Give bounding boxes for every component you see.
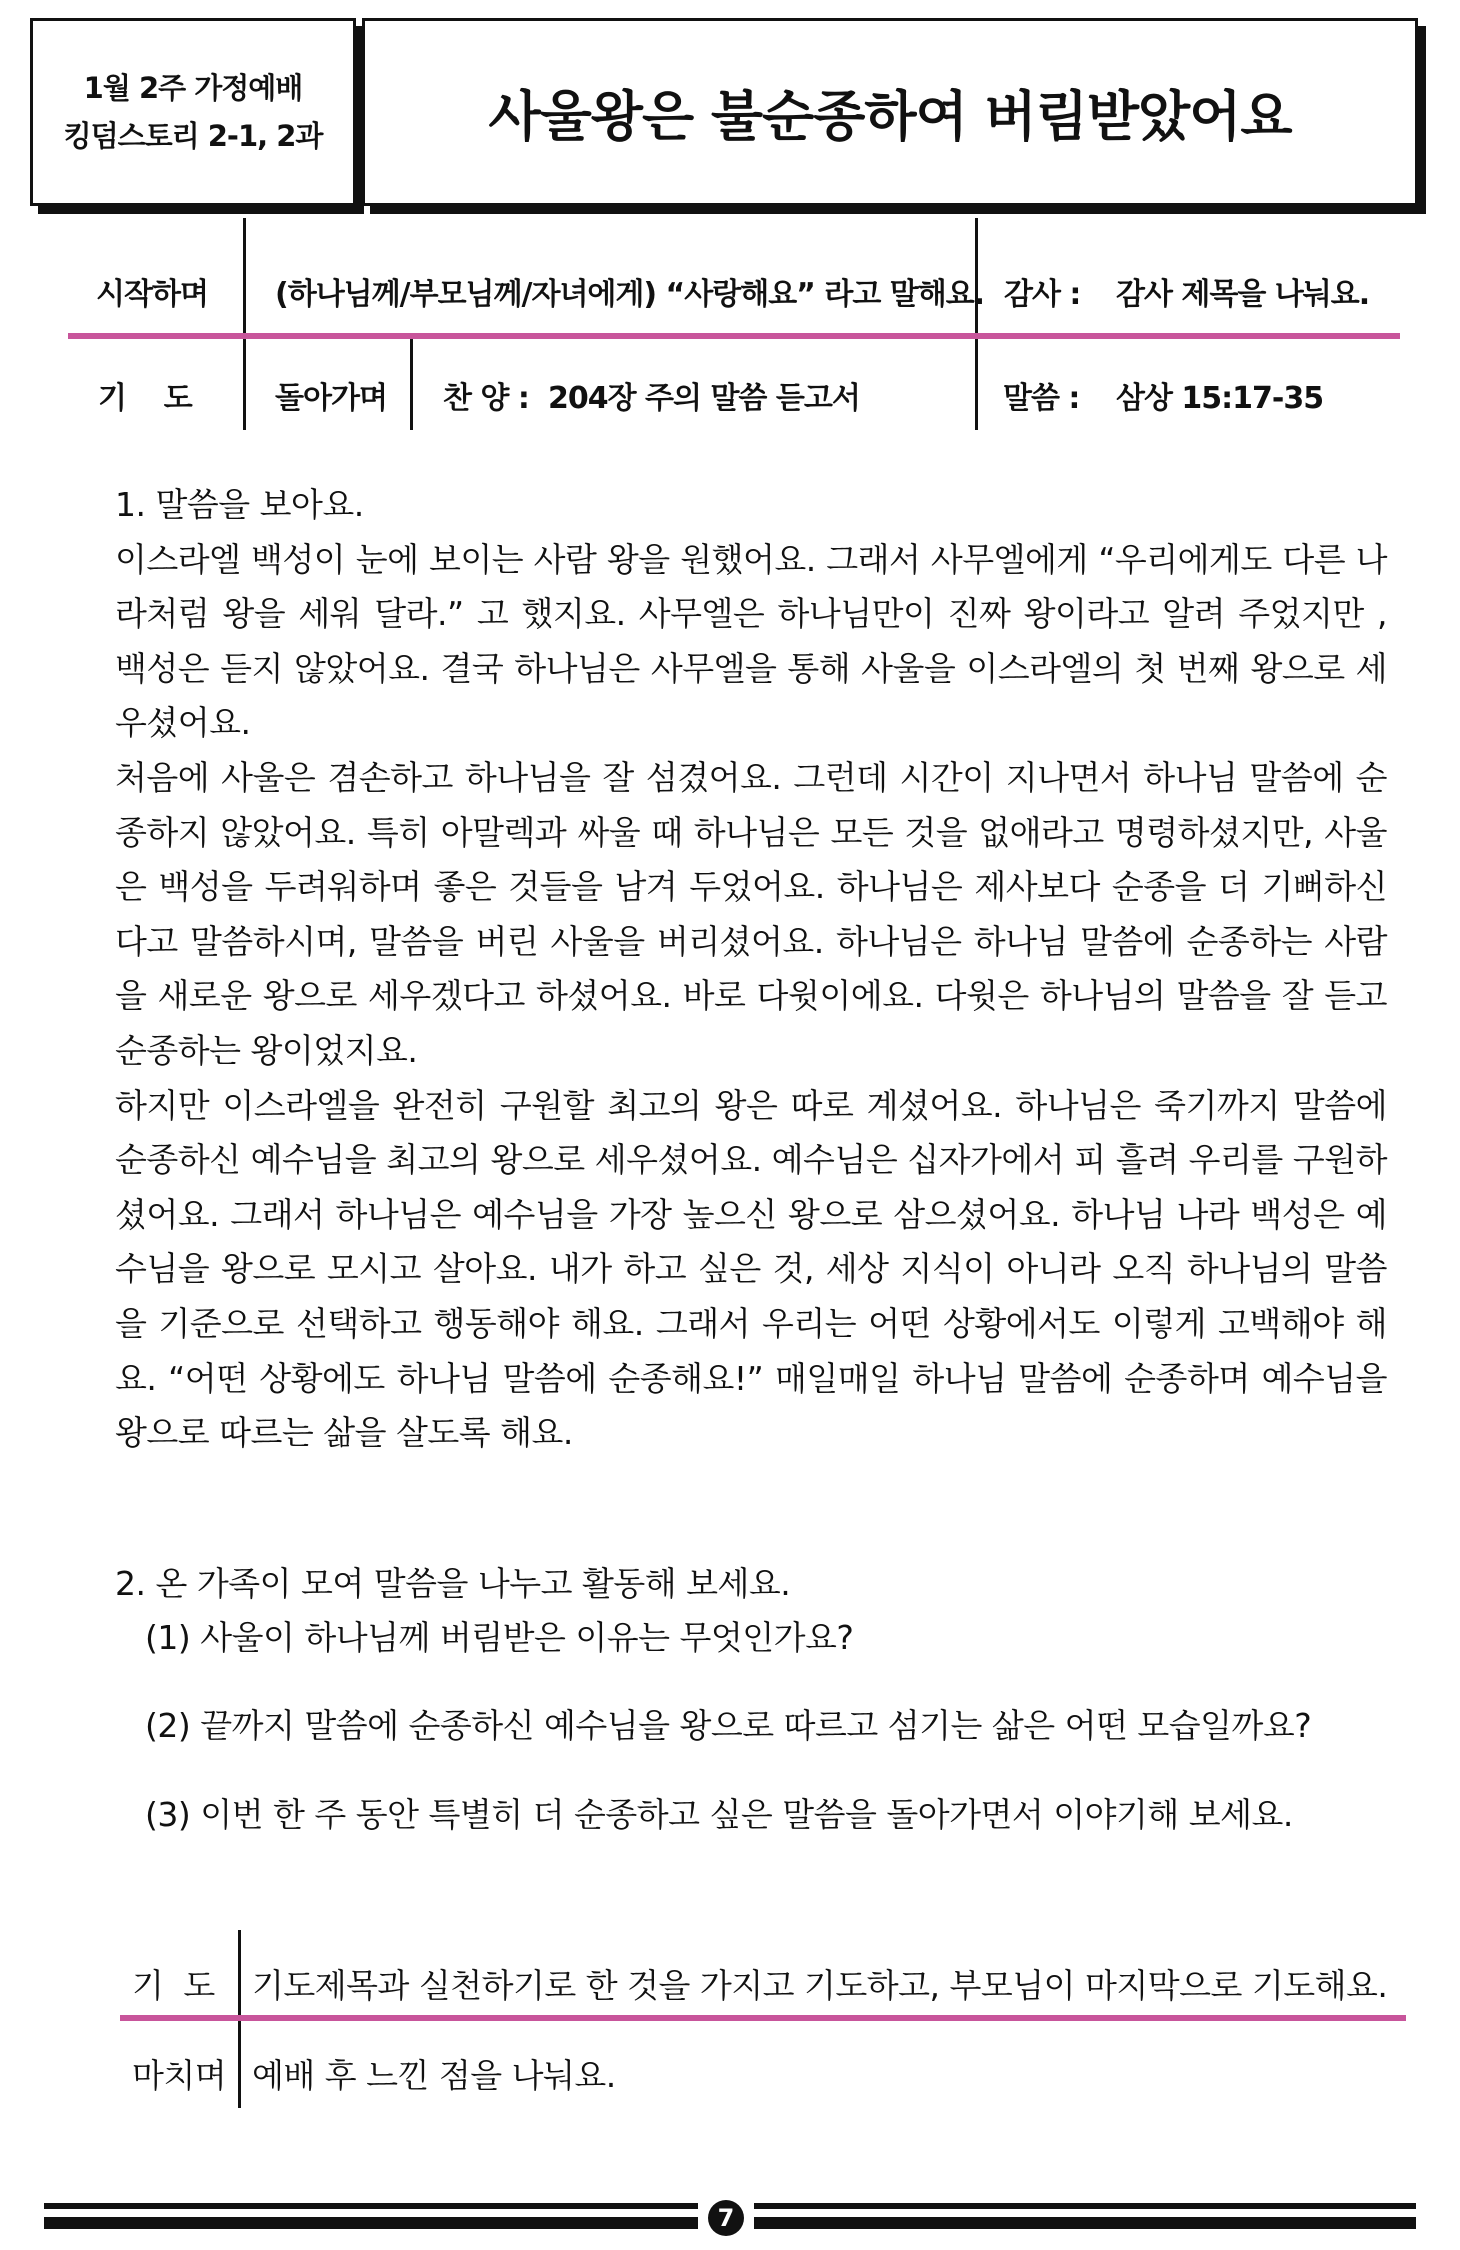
paragraph-2: 처음에 사울은 겸손하고 하나님을 잘 섬겼어요. 그런데 시간이 지나면서 하나님 말씀에 순종하지 않았어요. 특히 아말렉과 싸울 때 하나님은 모든 것을 없애라고 명령하셨지만, 사울은 백성을 두려워하며 좋은 것들을 남겨 두었어요. 하나님은 제사보다 순종을 더 기뻐하신다고 말씀하시며, 말씀을 버린 사울을 버리셨어요. 하나님은 하나님 말씀에 순종하는 사람을 새로운 왕으로 세우겠다고 하셨어요. 바로 다윗이에요. 다윗은 하나님의 말씀을 잘 듣고 순종하는 왕이었지요.	[115, 757, 1387, 1070]
closing-end-text: 예배 후 느낀 점을 나눠요.	[252, 2056, 616, 2095]
paragraph-1: 이스라엘 백성이 눈에 보이는 사람 왕을 원했어요. 그래서 사무엘에게 “우리에게도 다른 나라처럼 왕을 세워 달라.” 고 했지요. 사무엘은 하나님만이 진짜 왕이라고 알려 주었지만 , 백성은 듣지 않았어요. 결국 하나님은 사무엘을 통해 사울을 이스라엘의 첫 번째 왕으로 세우셨어요.	[115, 539, 1387, 743]
section-1	[115, 478, 1387, 1461]
question-2: (2) 끝까지 말씀에 순종하신 예수님을 왕으로 따르고 섬기는 삶은 어떤 모습일까요?	[145, 1706, 1312, 1745]
question-1: (1) 사울이 하나님께 버림받은 이유는 무엇인가요?	[145, 1618, 854, 1657]
order-divider-1	[243, 218, 246, 338]
closing-prayer-text: 기도제목과 실천하기로 한 것을 가지고 기도하고, 부모님이 마지막으로 기도해요.	[252, 1966, 1388, 2005]
order-divider-3	[243, 338, 246, 430]
start-text: (하나님께/부모님께/자녀에게) “사랑해요” 라고 말해요.	[275, 277, 985, 312]
order-separator-line	[68, 333, 1400, 339]
lesson-series: 킹덤스토리 2-1, 2과	[63, 119, 323, 153]
order-divider-5	[975, 338, 978, 430]
closing-prayer-label: 기 도	[132, 1966, 215, 2005]
order-divider-4	[410, 338, 413, 430]
question-3: (3) 이번 한 주 동안 특별히 더 순종하고 싶은 말씀을 돌아가면서 이야기해 보세요.	[145, 1795, 1293, 1834]
word-label: 말씀 :	[1003, 381, 1080, 416]
lesson-week: 1월 2주 가정예배	[83, 71, 303, 105]
section-1-heading: 1. 말씀을 보아요.	[115, 485, 364, 524]
page-number: 7	[708, 2200, 744, 2236]
closing-separator-line	[120, 2015, 1406, 2021]
prayer-label: 기 도	[98, 381, 192, 416]
section-2-heading: 2. 온 가족이 모여 말씀을 나누고 활동해 보세요.	[115, 1564, 791, 1603]
closing-end-label: 마치며	[132, 2056, 227, 2095]
thanks-label: 감사 :	[1004, 277, 1081, 312]
title-box	[362, 18, 1418, 206]
thanks-text: 감사 제목을 나눠요.	[1116, 277, 1370, 312]
paragraph-3: 하지만 이스라엘을 완전히 구원할 최고의 왕은 따로 계셨어요. 하나님은 죽기까지 말씀에 순종하신 예수님을 최고의 왕으로 세우셨어요. 예수님은 십자가에서 피 흘려 우리를 구원하셨어요. 그래서 하나님은 예수님을 가장 높으신 왕으로 삼으셨어요. 하나님 나라 백성은 예수님을 왕으로 모시고 살아요. 내가 하고 싶은 것, 세상 지식이 아니라 오직 하나님의 말씀을 기준으로 선택하고 행동해야 해요. 그래서 우리는 어떤 상황에서도 이렇게 고백해야 해요. “어떤 상황에도 하나님 말씀에 순종해요!” 매일매일 하나님 말씀에 순종하며 예수님을 왕으로 따르는 삶을 살도록 해요.	[115, 1085, 1387, 1453]
lesson-info-box	[30, 18, 356, 206]
word-text: 삼상 15:17-35	[1116, 381, 1324, 416]
hymn-label: 찬 양 :	[443, 381, 529, 416]
prayer-value: 돌아가며	[275, 381, 387, 416]
page-title: 사울왕은 불순종하여 버림받았어요	[488, 84, 1292, 148]
hymn-text: 204장 주의 말씀 듣고서	[548, 381, 860, 416]
start-label: 시작하며	[96, 277, 208, 312]
